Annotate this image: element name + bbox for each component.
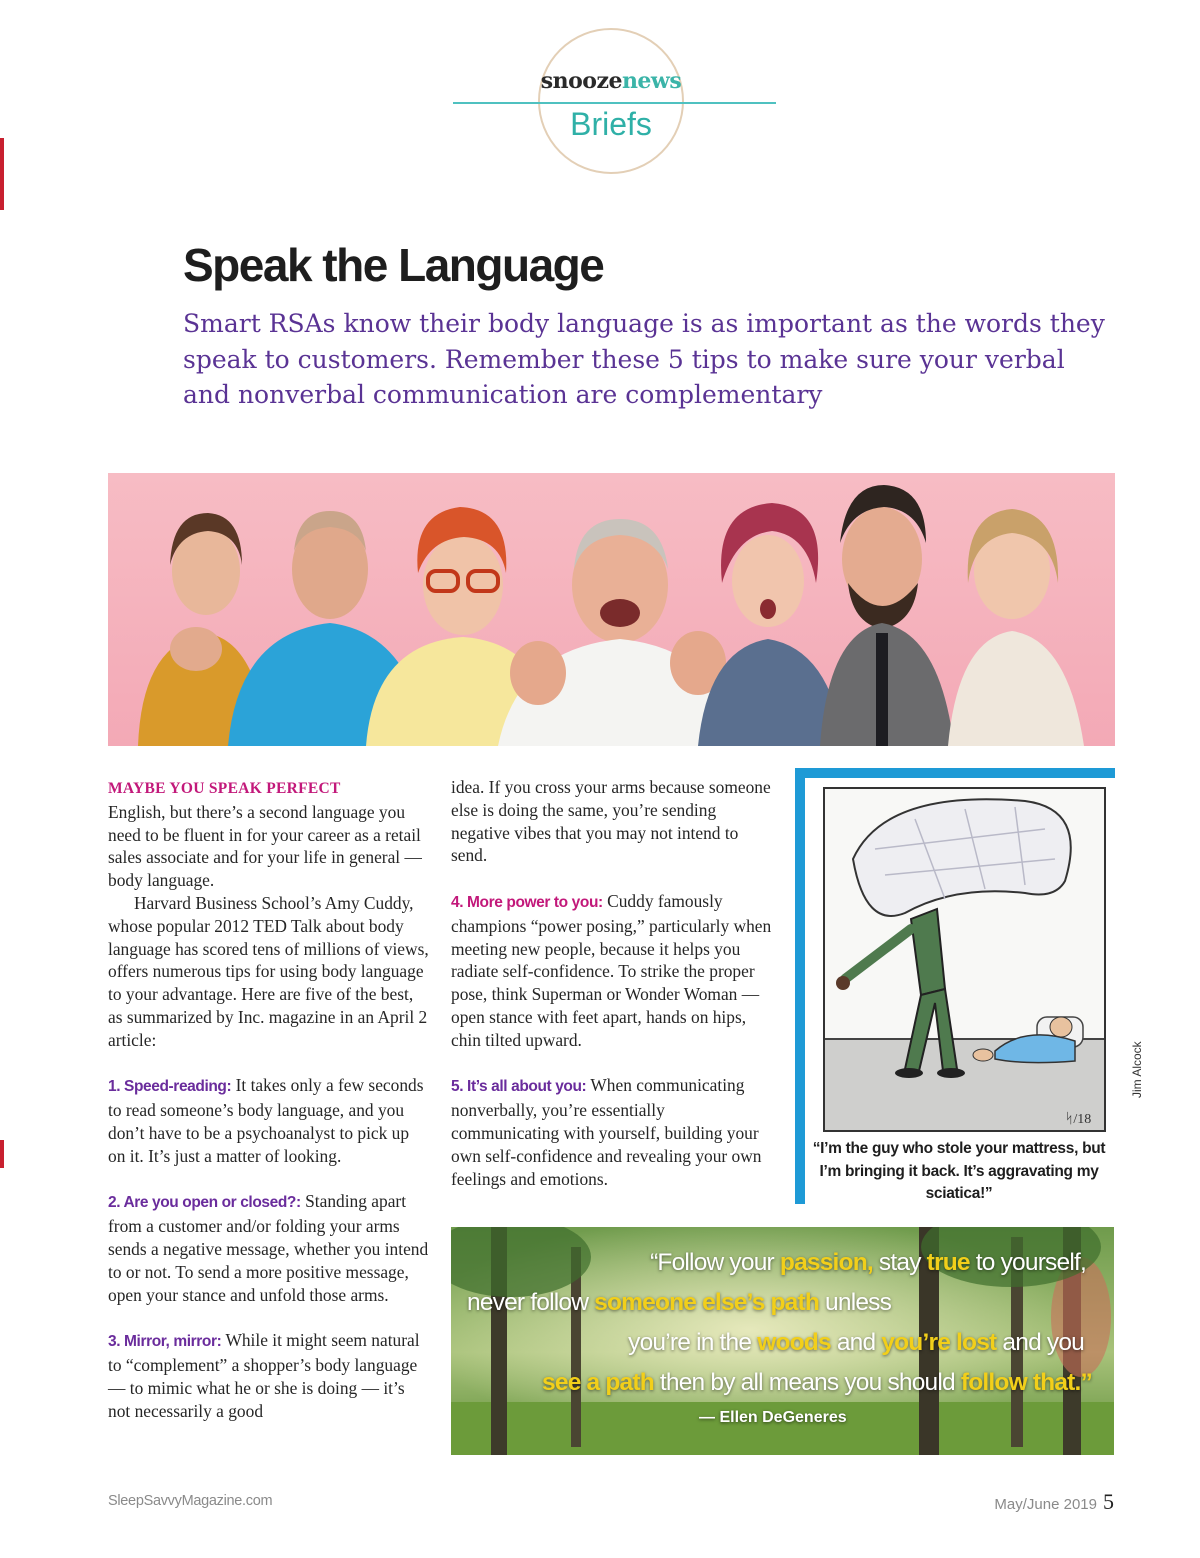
person-figure bbox=[698, 503, 844, 746]
quote-highlight: see a path bbox=[542, 1369, 654, 1396]
quote-text: and you bbox=[996, 1329, 1084, 1356]
tip-1 bbox=[108, 1074, 430, 1167]
paragraph-gap bbox=[108, 1168, 430, 1191]
cartoon-frame-bar bbox=[795, 768, 1115, 778]
people-illustration bbox=[108, 473, 1115, 746]
footer-website: SleepSavvyMagazine.com bbox=[108, 1493, 273, 1509]
tip-label: 1. Speed-reading: bbox=[108, 1078, 232, 1096]
quote-text: never follow bbox=[467, 1289, 595, 1316]
brand-part-1: snooze bbox=[540, 68, 622, 94]
department-badge bbox=[538, 28, 684, 174]
quote-line-3 bbox=[628, 1329, 1084, 1357]
people-photo bbox=[108, 473, 1115, 746]
issue-date: May/June 2019 bbox=[994, 1496, 1097, 1513]
tip-2 bbox=[108, 1190, 430, 1306]
department-rule bbox=[453, 102, 776, 104]
tip-text: Standing apart from a customer and/or folding your arms sends a negative message, whether you intend to or not. To send a more positive message, open your stance and unfold those arms. bbox=[108, 1191, 429, 1305]
page-number: 5 bbox=[1103, 1489, 1114, 1514]
lead-in: MAYBE YOU SPEAK PERFECT bbox=[108, 780, 341, 797]
cartoon-signature: ᛋ/18 bbox=[1065, 1112, 1092, 1127]
section-title: Briefs bbox=[570, 106, 652, 142]
tip-text: When communicating nonverbally, you’re essentially communicating with yourself, building your own self-confidence and revealing your own feelings and emotions. bbox=[451, 1075, 762, 1189]
cartoon-caption: “I’m the guy who stole your mattress, but I’m bringing it back. It’s aggravating my sciatica!” bbox=[812, 1140, 1106, 1202]
paragraph-gap bbox=[451, 1052, 773, 1075]
cartoon-drawing bbox=[825, 789, 1106, 1132]
quote-highlight: follow that.” bbox=[960, 1369, 1092, 1396]
tip-label: 2. Are you open or closed?: bbox=[108, 1194, 301, 1212]
quote-text: to yourself, bbox=[969, 1249, 1086, 1276]
quote-attribution: — Ellen DeGeneres bbox=[699, 1409, 847, 1426]
quote-line-1 bbox=[650, 1249, 1086, 1277]
paragraph-gap bbox=[108, 1306, 430, 1329]
quote-highlight: true bbox=[926, 1249, 970, 1276]
person-figure bbox=[948, 509, 1084, 746]
quote-text: stay bbox=[872, 1249, 927, 1276]
body-paragraph bbox=[108, 892, 430, 1052]
department-brand bbox=[538, 68, 684, 94]
quote-text: you’re in the bbox=[628, 1329, 758, 1356]
edge-tab-mark bbox=[0, 138, 4, 210]
quote-text: and bbox=[830, 1329, 882, 1356]
tip-text: While it might seem natural to “complement” a shopper’s body language — to mimic what he or she is doing — it’s not necessarily a good bbox=[108, 1330, 420, 1421]
person-figure bbox=[498, 519, 738, 746]
tip-label: 3. Mirror, mirror: bbox=[108, 1333, 222, 1351]
tip-text: Cuddy famously champions “power posing,” particularly when meeting new people, because it helps you radiate self-confidence. To strike the proper pose, think Superman or Wonder Woman — open stance with feet apart, hands on hips, chin tilted upward. bbox=[451, 890, 772, 1050]
tip-text: It takes only a few seconds to read someone’s body language, and you don’t have to be a psychoanalyst to pick up on it. It’s just a matter of looking. bbox=[108, 1075, 424, 1166]
tip-label: 5. It’s all about you: bbox=[451, 1078, 587, 1096]
intro-text: English, but there’s a second language you need to be fluent in for your career as a retail sales associate and for your life in general — body language. bbox=[108, 801, 422, 891]
tip-4 bbox=[451, 890, 773, 1052]
tip-3 bbox=[108, 1329, 430, 1422]
body-text: Harvard Business School’s Amy Cuddy, whose popular 2012 TED Talk about body language has scored tens of millions of views, offers numerous tips for using body language to your advantage. Here are five of the best, as summarized by Inc. magazine in an April 2 article: bbox=[108, 892, 429, 1050]
brand-part-2: news bbox=[621, 68, 682, 94]
article-column-2 bbox=[451, 776, 773, 1190]
quote-panel bbox=[451, 1227, 1114, 1455]
tip-5 bbox=[451, 1074, 773, 1190]
footer-folio bbox=[994, 1489, 1114, 1515]
cartoon-illustration bbox=[823, 787, 1106, 1132]
quote-text: unless bbox=[819, 1289, 892, 1316]
quote-line-2 bbox=[467, 1289, 891, 1317]
quote-highlight: woods bbox=[757, 1329, 831, 1356]
paragraph-gap bbox=[108, 1052, 430, 1075]
article-deck: Smart RSAs know their body language is as important as the words they speak to customers. Remember these 5 tips to make sure your verbal and nonverbal communication are complementary bbox=[183, 309, 1105, 409]
tip-3-continued: idea. If you cross your arms because someone else is doing the same, you’re sending negative vibes that you may not intend to send. bbox=[451, 777, 771, 866]
quote-highlight: you’re lost bbox=[881, 1329, 997, 1356]
article-column-1 bbox=[108, 776, 430, 1422]
quote-highlight: passion, bbox=[779, 1249, 873, 1276]
paragraph-gap bbox=[451, 867, 773, 890]
intro-paragraph bbox=[108, 776, 430, 892]
tip-label: 4. More power to you: bbox=[451, 893, 603, 911]
article-headline: Speak the Language bbox=[183, 239, 604, 291]
quote-text: then by all means you should bbox=[653, 1369, 961, 1396]
person-figure bbox=[820, 485, 954, 746]
cartoon-frame-bar bbox=[795, 768, 805, 1204]
quote-text: “Follow your bbox=[650, 1249, 780, 1276]
cartoon-credit: Jim Alcock bbox=[1130, 1041, 1144, 1098]
quote-highlight: someone else’s path bbox=[594, 1289, 820, 1316]
quote-line-4 bbox=[542, 1369, 1092, 1397]
edge-tab-mark bbox=[0, 1140, 4, 1168]
